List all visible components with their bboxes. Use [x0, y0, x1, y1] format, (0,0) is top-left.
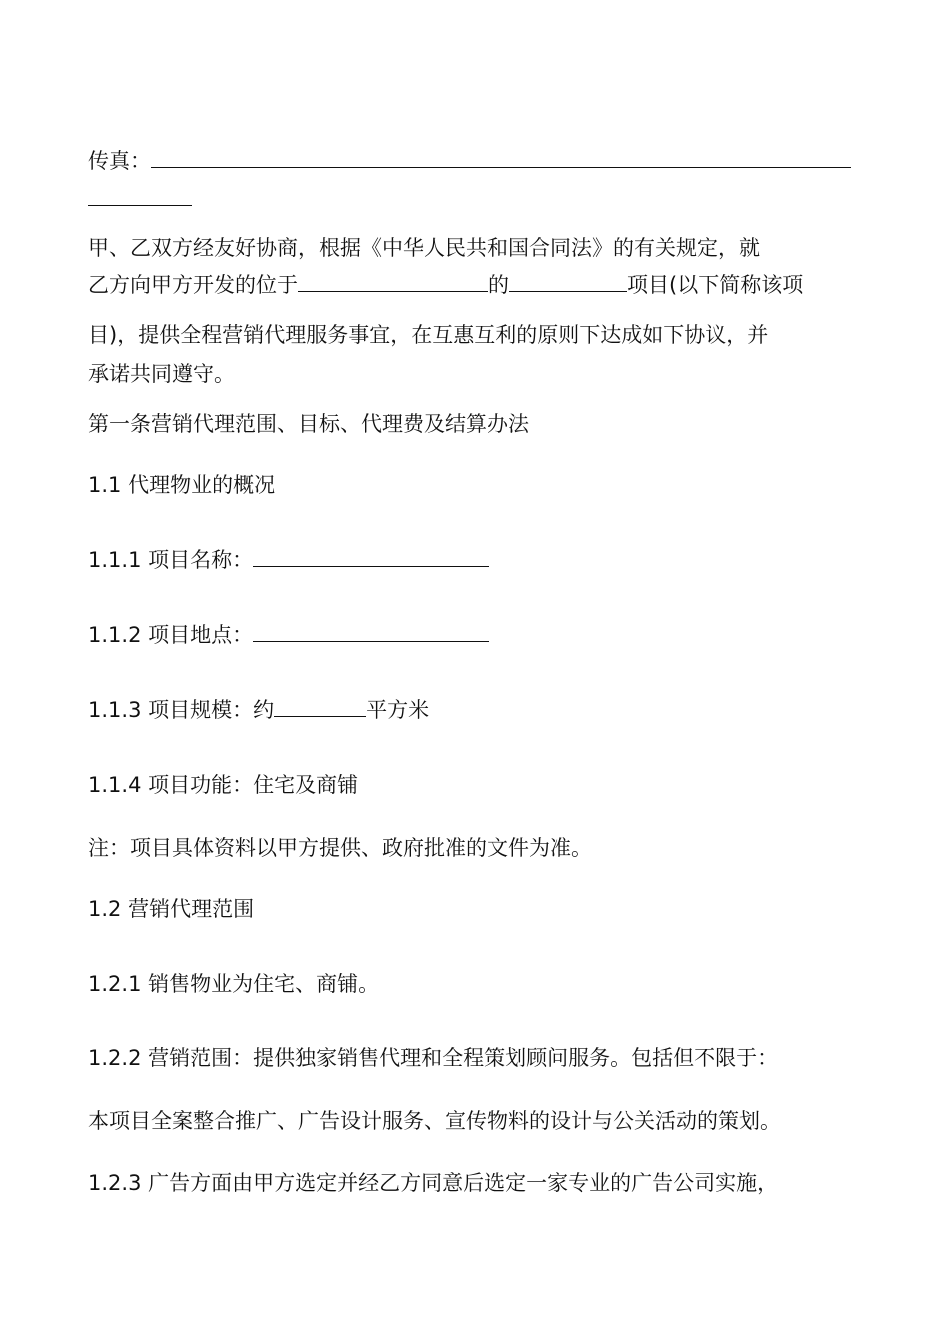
- intro-line-4: 承诺共同遵守。: [88, 362, 235, 386]
- project-name-line: 1.1.1 项目名称：: [88, 546, 489, 574]
- fax-line: [88, 147, 851, 175]
- note-line: 注：项目具体资料以甲方提供、政府批准的文件为准。: [88, 836, 592, 860]
- article-1-title: 第一条营销代理范围、目标、代理费及结算办法: [88, 412, 529, 436]
- project-scale-blank: [274, 697, 366, 717]
- fax-label: 传真：: [88, 149, 151, 173]
- item-1-2-2-continuation: 本项目全案整合推广、广告设计服务、宣传物料的设计与公关活动的策划。: [88, 1109, 781, 1133]
- intro-line-3: 目)，提供全程营销代理服务事宜，在互惠互利的原则下达成如下协议，并: [88, 323, 769, 347]
- project-function-line: 1.1.4 项目功能：住宅及商铺: [88, 773, 359, 797]
- section-1-1-title: 1.1 代理物业的概况: [88, 473, 276, 497]
- project-name-blank: [253, 547, 489, 567]
- item-1-2-2: 1.2.2 营销范围：提供独家销售代理和全程策划顾问服务。包括但不限于：: [88, 1046, 779, 1070]
- location-blank: [298, 272, 488, 292]
- project-blank: [509, 272, 627, 292]
- intro-line-2: 乙方向甲方开发的位于 的 项目(以下简称该项: [88, 273, 804, 297]
- fax-blank: [151, 148, 851, 168]
- item-1-2-1: 1.2.1 销售物业为住宅、商铺。: [88, 972, 380, 996]
- project-location-line: 1.1.2 项目地点：: [88, 621, 489, 649]
- intro-line-1: 甲、乙双方经友好协商，根据《中华人民共和国合同法》的有关规定，就: [88, 236, 760, 260]
- section-1-2-title: 1.2 营销代理范围: [88, 897, 255, 921]
- project-scale-line: 1.1.3 项目规模：约 平方米: [88, 698, 430, 722]
- project-location-blank: [253, 622, 489, 642]
- fax-blank-2: [88, 186, 192, 206]
- fax-blank-continuation: [88, 185, 192, 213]
- item-1-2-3: 1.2.3 广告方面由甲方选定并经乙方同意后选定一家专业的广告公司实施，: [88, 1171, 779, 1195]
